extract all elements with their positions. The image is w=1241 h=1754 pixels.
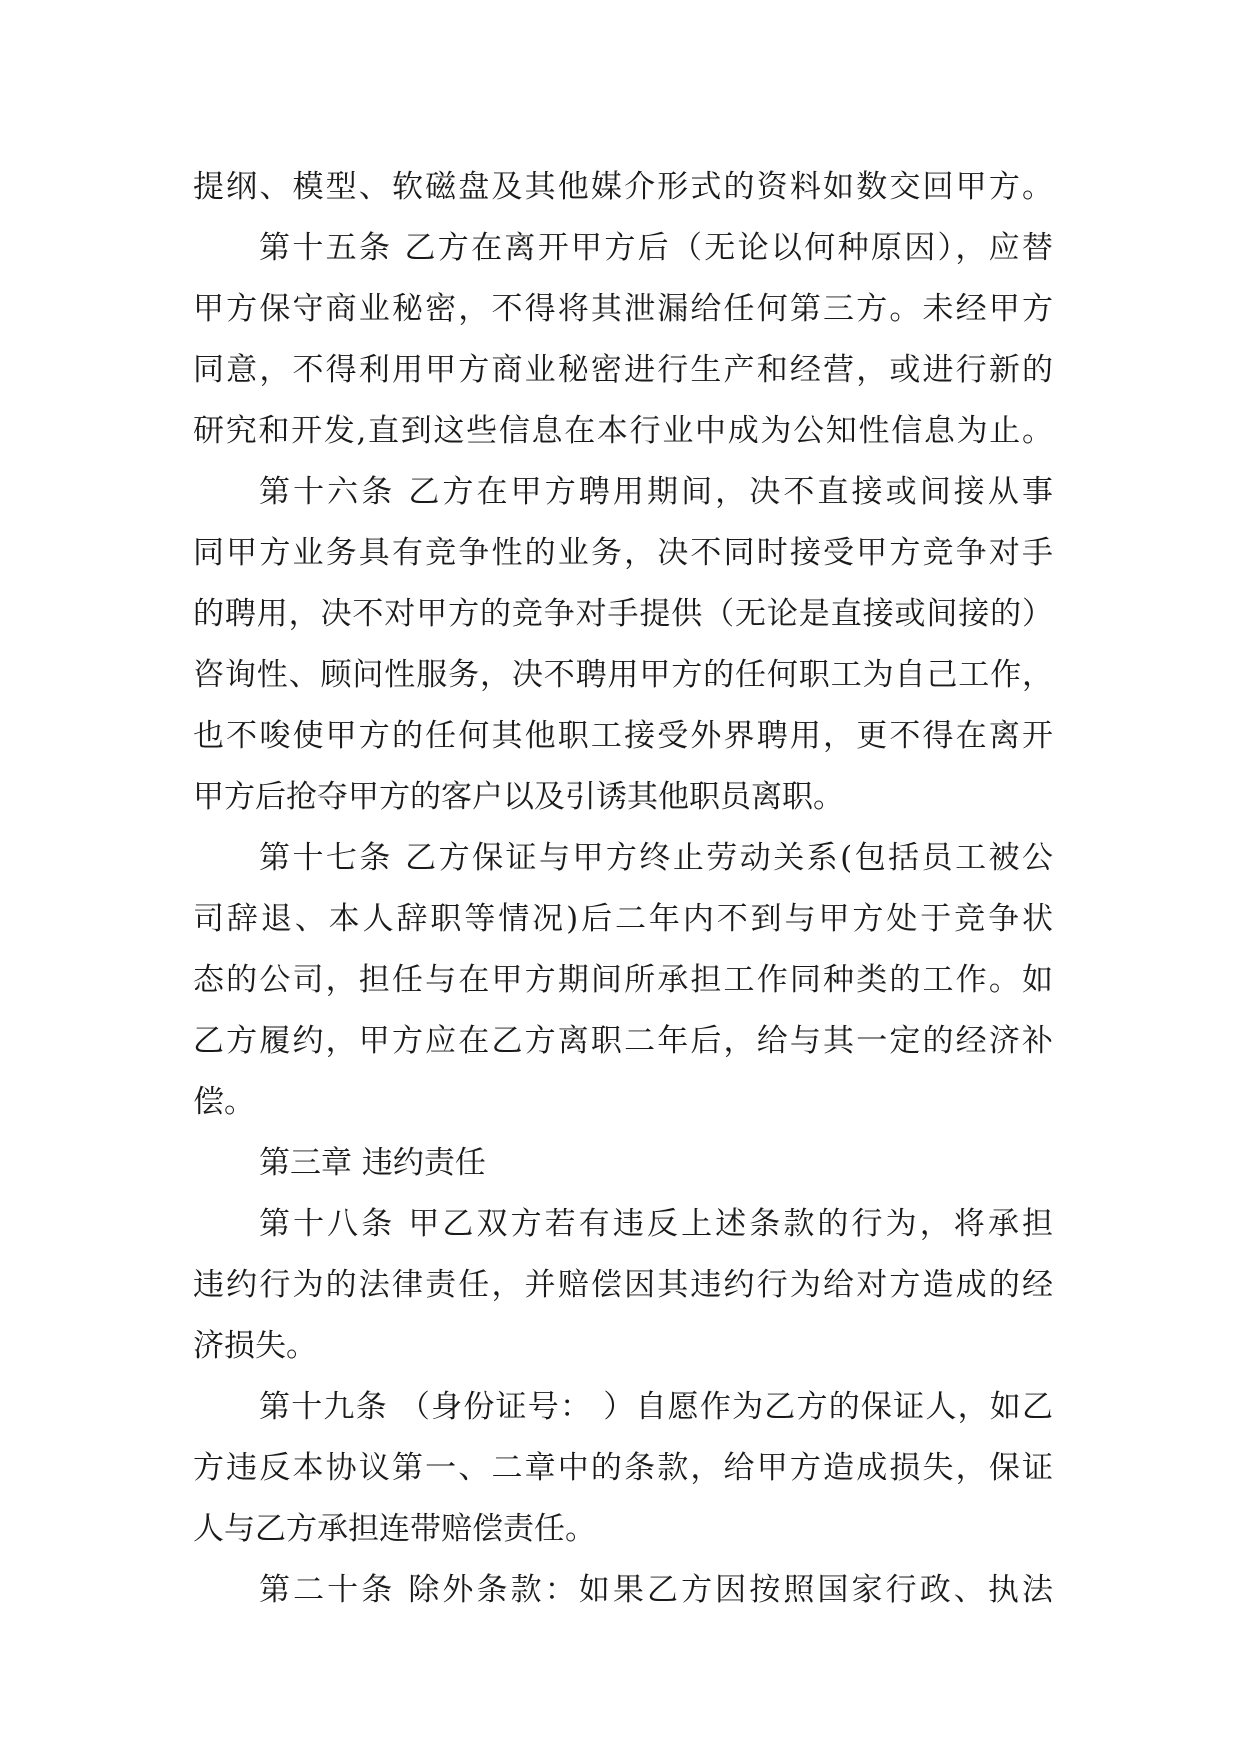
text-line: 提纲、模型、软磁盘及其他媒介形式的资料如数交回甲方。 (193, 169, 1053, 205)
text-line: 甲方保守商业秘密，不得将其泄漏给任何第三方。未经甲方 (193, 291, 1053, 327)
text-line: 偿。 (193, 1084, 255, 1120)
text-line: 甲方后抢夺甲方的客户以及引诱其他职员离职。 (193, 779, 844, 815)
text-line: 第十八条 甲乙双方若有违反上述条款的行为，将承担 (259, 1206, 1053, 1242)
text-line: 研究和开发,直到这些信息在本行业中成为公知性信息为止。 (193, 413, 1053, 449)
text-line: 咨询性、顾问性服务，决不聘用甲方的任何职工为自己工作， (193, 657, 1053, 693)
text-line: 第二十条 除外条款：如果乙方因按照国家行政、执法 (259, 1572, 1053, 1608)
text-line: 第三章 违约责任 (259, 1145, 486, 1181)
text-line: 违约行为的法律责任，并赔偿因其违约行为给对方造成的经 (193, 1267, 1053, 1303)
text-line: 也不唆使甲方的任何其他职工接受外界聘用，更不得在离开 (193, 718, 1053, 754)
text-line: 同甲方业务具有竞争性的业务，决不同时接受甲方竞争对手 (193, 535, 1053, 571)
text-line: 人与乙方承担连带赔偿责任。 (193, 1511, 596, 1547)
text-line: 第十九条 （身份证号： ）自愿作为乙方的保证人，如乙 (259, 1389, 1053, 1425)
text-line: 第十七条 乙方保证与甲方终止劳动关系(包括员工被公 (259, 840, 1053, 876)
text-line: 方违反本协议第一、二章中的条款，给甲方造成损失，保证 (193, 1450, 1053, 1486)
text-line: 济损失。 (193, 1328, 317, 1364)
text-line: 态的公司，担任与在甲方期间所承担工作同种类的工作。如 (193, 962, 1053, 998)
text-line: 第十六条 乙方在甲方聘用期间，决不直接或间接从事 (259, 474, 1053, 510)
text-line: 的聘用，决不对甲方的竞争对手提供（无论是直接或间接的） (193, 596, 1053, 632)
text-line: 第十五条 乙方在离开甲方后（无论以何种原因），应替 (259, 230, 1053, 266)
document-body (193, 157, 1053, 1621)
text-line: 乙方履约，甲方应在乙方离职二年后，给与其一定的经济补 (193, 1023, 1053, 1059)
text-line: 司辞退、本人辞职等情况)后二年内不到与甲方处于竞争状 (193, 901, 1053, 937)
text-line: 同意，不得利用甲方商业秘密进行生产和经营，或进行新的 (193, 352, 1053, 388)
